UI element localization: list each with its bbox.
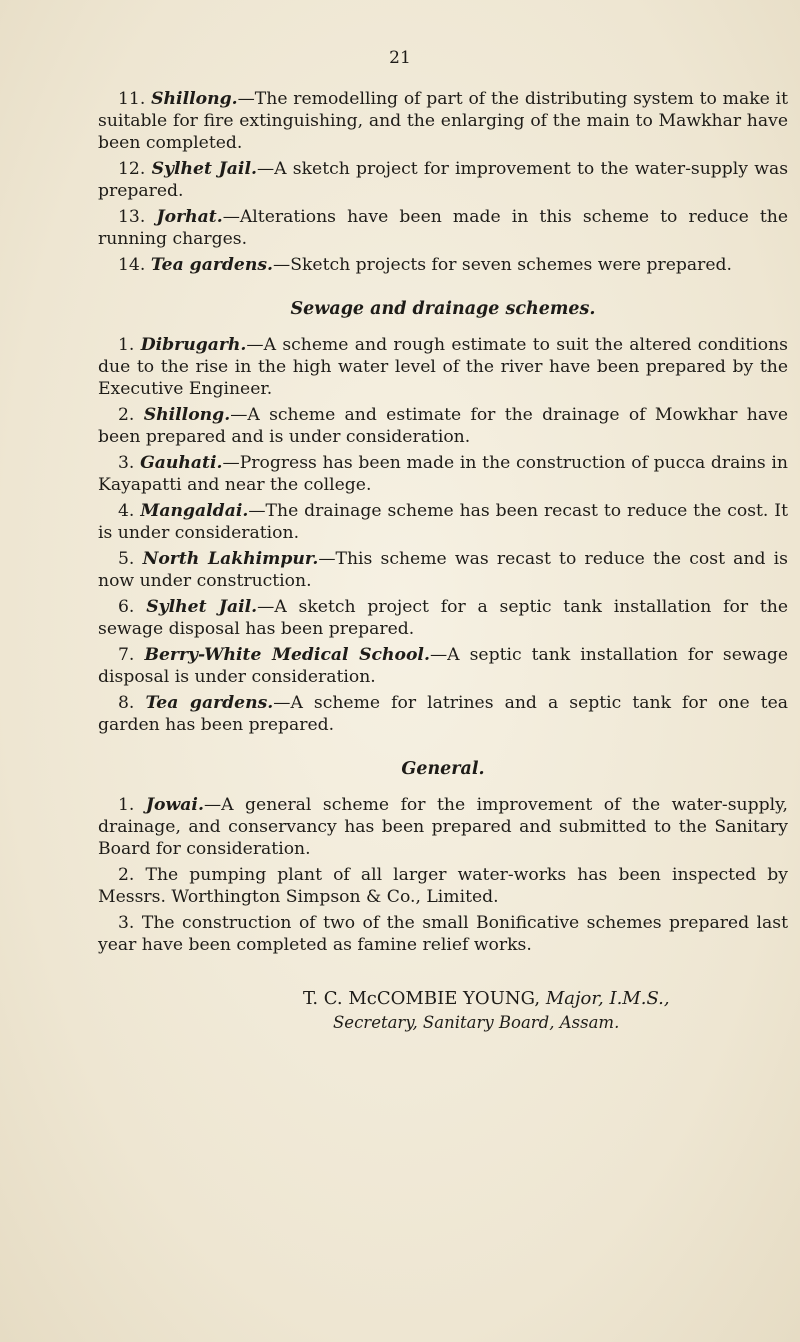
general-item — [98, 912, 788, 956]
item-text: —A general scheme for the improvement of the water-supply, drainage, and conservancy has been prepared and submitted to the Sanitary Board for consideration. — [98, 795, 788, 859]
signature-block — [98, 988, 788, 1034]
item-text: The pumping plant of all larger water-works has been inspected by Messrs. Worthington Simpson & Co., Limited. — [98, 865, 788, 907]
item-place: Berry-White Medical School. — [144, 645, 430, 665]
item-number: 13. — [118, 207, 146, 227]
item-number: 1. — [118, 335, 135, 355]
item-text: —The drainage scheme has been recast to reduce the cost. It is under consideration. — [98, 501, 788, 543]
item-text: —A sketch project for improvement to the water-supply was prepared. — [98, 159, 789, 201]
general-item — [98, 794, 788, 860]
item-place: Sylhet Jail. — [151, 159, 257, 179]
item-number: 7. — [118, 645, 135, 665]
item-number: 12. — [118, 159, 146, 179]
sewage-item — [98, 644, 788, 688]
item-number: 2. — [118, 865, 135, 885]
signatory-name: T. C. McCOMBIE YOUNG, — [303, 988, 541, 1009]
sewage-item — [98, 596, 788, 640]
item-place: Tea gardens. — [145, 693, 274, 713]
document-body — [98, 88, 788, 1034]
item-place: Dibrugarh. — [140, 335, 247, 355]
sewage-section-heading: Sewage and drainage schemes. — [290, 299, 596, 319]
signatory-rank: Major, I.M.S., — [545, 988, 670, 1009]
item-text: —The remodelling of part of the distributing system to make it suitable for fire extinguishing, and the enlarging of the main to Mawkhar have been completed. — [98, 89, 788, 153]
item-text: —A septic tank installation for sewage disposal is under consideration. — [98, 645, 788, 687]
general-section-heading: General. — [401, 759, 485, 779]
item-place: Jowai. — [145, 795, 204, 815]
sewage-item — [98, 500, 788, 544]
general-item — [98, 864, 788, 908]
item-text: The construction of two of the small Bonificative schemes prepared last year have been completed as famine relief works. — [98, 913, 788, 955]
item-number: 4. — [118, 501, 135, 521]
page-number: 21 — [389, 48, 411, 68]
sewage-item — [98, 452, 788, 496]
item-number: 1. — [118, 795, 135, 815]
item-text: —A scheme for latrines and a septic tank for one tea garden has been prepared. — [98, 693, 788, 735]
item-place: Gauhati. — [140, 453, 223, 473]
item-number: 3. — [118, 453, 135, 473]
water-supply-item — [98, 158, 788, 202]
signatory-title: Secretary, Sanitary Board, Assam. — [333, 1013, 620, 1032]
item-number: 8. — [118, 693, 135, 713]
item-place: Shillong. — [143, 405, 231, 425]
item-text: —A sketch project for a septic tank installation for the sewage disposal has been prepared. — [98, 597, 789, 639]
item-place: Sylhet Jail. — [146, 597, 258, 617]
item-number: 11. — [118, 89, 146, 109]
sewage-item — [98, 334, 788, 400]
item-number: 6. — [118, 597, 135, 617]
item-place: Shillong. — [151, 89, 238, 109]
item-text: —Alterations have been made in this scheme to reduce the running charges. — [98, 207, 788, 249]
item-text: —A scheme and estimate for the drainage of Mowkhar have been prepared and is under consideration. — [98, 405, 789, 447]
item-number: 2. — [118, 405, 135, 425]
item-text: —Progress has been made in the construction of pucca drains in Kayapatti and near the college. — [98, 453, 788, 495]
item-text: —This scheme was recast to reduce the cost and is now under construction. — [98, 549, 789, 591]
item-place: Jorhat. — [156, 207, 223, 227]
item-place: Mangaldai. — [140, 501, 249, 521]
sewage-item — [98, 548, 788, 592]
item-place: North Lakhimpur. — [142, 549, 319, 569]
signatory-line — [303, 988, 788, 1010]
item-number: 3. — [118, 913, 135, 933]
water-supply-item — [98, 88, 788, 154]
item-place: Tea gardens. — [150, 255, 274, 275]
water-supply-item — [98, 206, 788, 250]
sewage-item — [98, 692, 788, 736]
sewage-item — [98, 404, 788, 448]
water-supply-item — [98, 254, 788, 276]
item-text: —Sketch projects for seven schemes were prepared. — [273, 255, 732, 275]
item-number: 14. — [118, 255, 146, 275]
item-text: —A scheme and rough estimate to suit the altered conditions due to the rise in the high water level of the river have been prepared by the Executive Engineer. — [98, 335, 788, 399]
item-number: 5. — [118, 549, 135, 569]
